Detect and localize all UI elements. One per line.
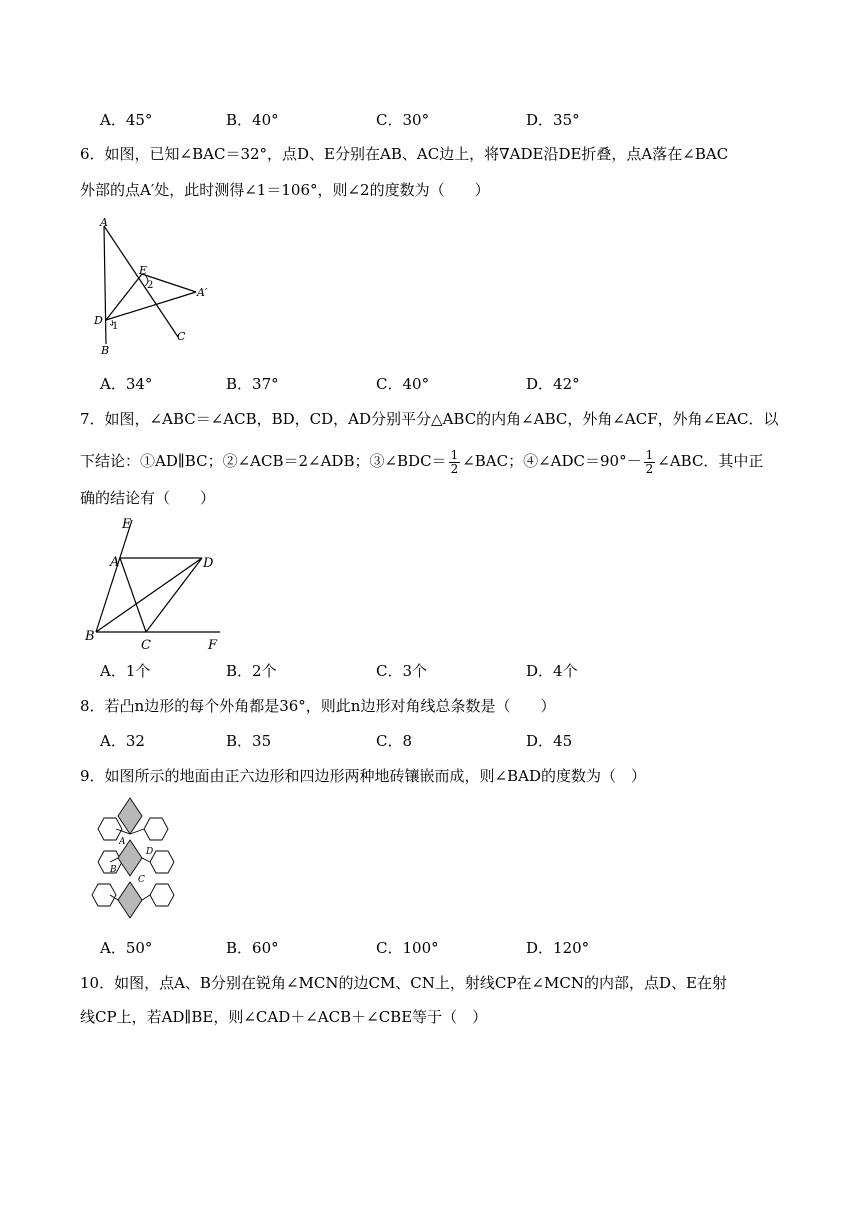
q8-option-d[interactable]: D．45	[526, 732, 573, 750]
q7-option-c[interactable]: C．3个	[376, 662, 428, 680]
q7-label-f: F	[208, 638, 218, 653]
q9-hexagon-top-right	[144, 818, 168, 840]
q7-line-cd	[146, 558, 202, 632]
q7-line-ac	[120, 558, 146, 632]
q6-stem-line2: 外部的点A′处，此时测得∠1＝106°，则∠2的度数为（ ）	[80, 181, 490, 199]
q7-label-c: C	[141, 638, 151, 653]
q6-option-b[interactable]: B．37°	[226, 375, 279, 393]
q8-stem-line1: 8．若凸n边形的每个外角都是36°，则此n边形对角线总条数是（ ）	[80, 697, 556, 715]
q7-stem-line2-part2: ∠BAC；④∠ADC＝90°－	[462, 452, 642, 470]
q8-option-b[interactable]: B．35	[226, 732, 272, 750]
q9-option-c[interactable]: C．100°	[376, 939, 439, 957]
q9-label-d: D	[146, 847, 154, 857]
q7-label-d: D	[203, 556, 214, 571]
q8-option-a[interactable]: A．32	[100, 732, 145, 750]
q9-option-d[interactable]: D．120°	[526, 939, 590, 957]
q9-stem-line1: 9．如图所示的地面由正六边形和四边形两种地砖镶嵌而成，则∠BAD的度数为（ ）	[80, 767, 646, 785]
q6-label-2: 2	[147, 280, 154, 291]
q5-option-d[interactable]: D．35°	[526, 111, 580, 129]
q6-option-a[interactable]: A．34°	[100, 375, 153, 393]
q7-figure	[82, 514, 232, 654]
q7-option-b[interactable]: B．2个	[226, 662, 277, 680]
q6-label-d: D	[94, 314, 103, 327]
q6-line-de	[106, 274, 142, 320]
q5-option-b[interactable]: B．40°	[226, 111, 279, 129]
q7-fraction-half-1: $\frac{1}{2}$	[450, 447, 459, 476]
q7-label-e: E	[122, 517, 132, 532]
q7-label-a: A	[110, 555, 120, 570]
q6-label-b: B	[101, 344, 110, 357]
q10-stem-line2: 线CP上，若AD∥BE，则∠CAD＋∠ACB＋∠CBE等于（ ）	[80, 1008, 488, 1026]
q7-fraction-half-2: $\frac{1}{2}$	[645, 447, 654, 476]
q6-label-1: 1	[112, 321, 119, 332]
q9-edge-4	[142, 858, 150, 862]
q7-stem-line2-part3: ∠ABC．其中正	[657, 452, 764, 470]
q7-option-a[interactable]: A．1个	[100, 662, 151, 680]
q5-option-c[interactable]: C．30°	[376, 111, 430, 129]
q7-stem-line1: 7．如图，∠ABC＝∠ACB，BD，CD，AD分别平分△ABC的内角∠ABC，外角∠ACF，外角∠EAC．以	[80, 410, 779, 428]
q9-figure	[84, 796, 184, 922]
q6-label-a: A	[100, 216, 108, 229]
q7-stem-line2-part1: 下结论：①AD∥BC；②∠ACB＝2∠ADB；③∠BDC＝	[80, 452, 447, 470]
q9-label-b: B	[110, 865, 117, 875]
q6-label-aprime: A′	[197, 286, 208, 299]
q5-option-a[interactable]: A．45°	[100, 111, 153, 129]
q6-figure	[88, 212, 218, 360]
q6-stem-line1: 6．如图，已知∠BAC＝32°，点D、E分别在AB、AC边上，将∇ADE沿DE折叠，点A落在∠BAC	[80, 145, 729, 163]
q9-option-b[interactable]: B．60°	[226, 939, 279, 957]
q9-option-a[interactable]: A．50°	[100, 939, 153, 957]
q9-rhombus-bottom	[118, 882, 142, 918]
q9-hexagon-mid-right	[150, 851, 174, 873]
q9-label-c: C	[138, 875, 145, 885]
q6-label-c: C	[177, 330, 186, 343]
q9-edge-6	[142, 895, 150, 900]
q7-label-b: B	[85, 629, 95, 644]
q7-option-d[interactable]: D．4个	[526, 662, 578, 680]
q8-option-c[interactable]: C．8	[376, 732, 413, 750]
q6-label-e: E	[139, 264, 148, 277]
q6-option-c[interactable]: C．40°	[376, 375, 430, 393]
q9-label-a: A	[119, 837, 126, 847]
q9-hexagon-bottom-left	[92, 884, 116, 906]
q10-stem-line1: 10．如图，点A、B分别在锐角∠MCN的边CM、CN上，射线CP在∠MCN的内部，点D、E在射	[80, 974, 727, 992]
q6-line-ab	[104, 226, 106, 344]
q7-stem-line3: 确的结论有（ ）	[80, 489, 216, 507]
q9-hexagon-bottom-right	[150, 884, 174, 906]
q7-stem-line2	[80, 446, 763, 476]
q6-option-d[interactable]: D．42°	[526, 375, 580, 393]
